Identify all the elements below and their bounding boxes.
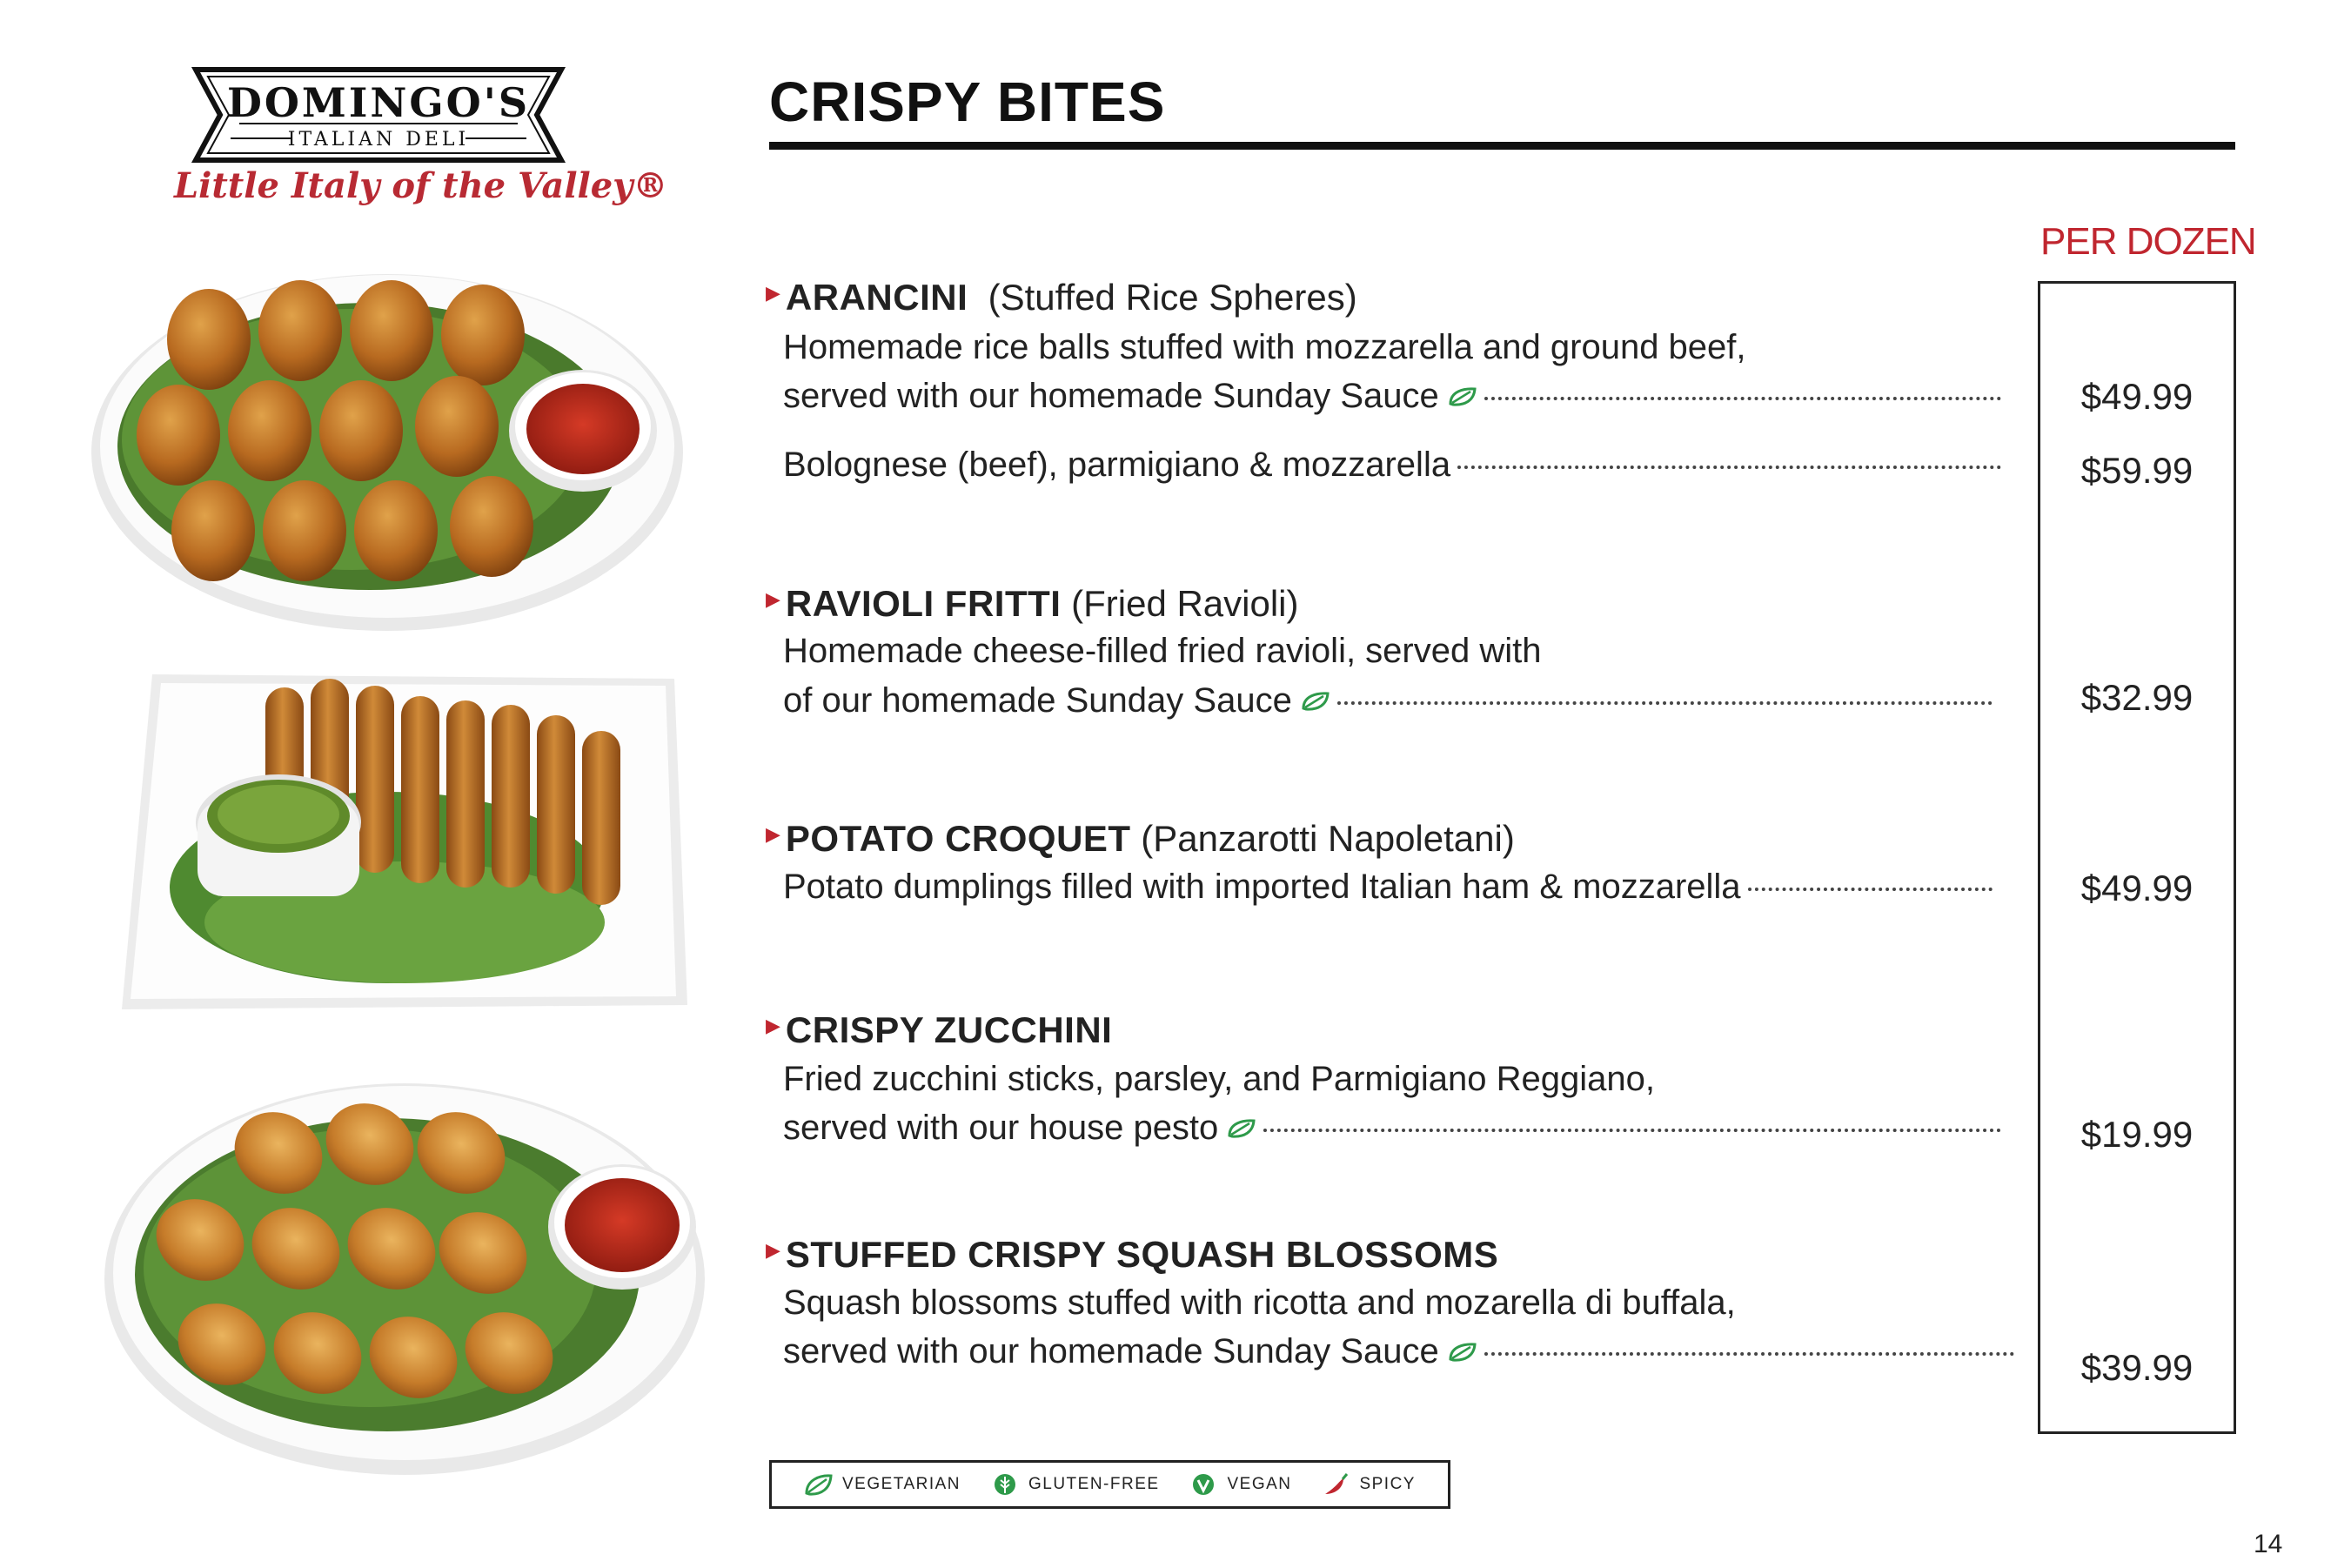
ravioli-fritti-photo [117, 661, 692, 1049]
vegetarian-leaf-icon [1448, 386, 1477, 407]
item-title-arancini: ▶ ARANCINI (Stuffed Rice Spheres) [766, 277, 1357, 318]
section-title: CRISPY BITES [769, 70, 1166, 133]
vegetarian-leaf-icon [1301, 691, 1330, 712]
price-column-header: PER DOZEN [2040, 220, 2256, 263]
item-variant-arancini: Bolognese (beef), parmigiano & mozzarella [783, 446, 2001, 485]
svg-text:DOMINGO'S: DOMINGO'S [226, 79, 531, 126]
dot-leader [1457, 466, 2001, 469]
item-title-ravioli-fritti: ▶ RAVIOLI FRITTI (Fried Ravioli) [766, 583, 1299, 624]
vegan-icon [1189, 1471, 1218, 1498]
gluten-free-wheat-icon [990, 1471, 1020, 1498]
chili-pepper-icon [1321, 1471, 1350, 1498]
item-desc-squash-2: served with our homemade Sunday Sauce [783, 1332, 2014, 1371]
dietary-legend [769, 1460, 1450, 1509]
item-desc-zucchini-2: served with our house pesto [783, 1109, 2001, 1148]
dot-leader [1263, 1129, 2001, 1132]
item-desc-arancini-1: Homemade rice balls stuffed with mozzarella and ground beef, [783, 328, 1746, 366]
item-desc-arancini-2: served with our homemade Sunday Sauce [783, 377, 2001, 416]
price-crispy-zucchini: $19.99 [2080, 1114, 2194, 1155]
domingos-logo [178, 63, 579, 167]
item-title-crispy-zucchini: ▶ CRISPY ZUCCHINI [766, 1009, 1113, 1050]
bullet-arrow-icon: ▶ [766, 1239, 780, 1261]
vegetarian-leaf-icon [1227, 1118, 1256, 1139]
price-arancini: $49.99 [2080, 376, 2194, 417]
item-desc-potato-croquet: Potato dumplings filled with imported Italian ham & mozzarella [783, 868, 1993, 907]
brand-tagline: Little Italy of the Valley® [174, 165, 668, 206]
svg-text:ITALIAN DELI: ITALIAN DELI [287, 129, 470, 151]
dot-leader [1484, 1352, 2014, 1356]
legend-vegan: VEGAN [1189, 1471, 1291, 1498]
bullet-arrow-icon: ▶ [766, 588, 780, 610]
bullet-arrow-icon: ▶ [766, 282, 780, 304]
dot-leader [1484, 397, 2001, 400]
legend-gluten-free: GLUTEN-FREE [990, 1471, 1160, 1498]
vegetarian-leaf-icon [804, 1471, 834, 1498]
price-potato-croquet: $49.99 [2080, 868, 2194, 908]
title-divider [769, 142, 2235, 150]
squash-blossoms-photo [100, 1066, 709, 1479]
item-title-potato-croquet: ▶ POTATO CROQUET (Panzarotti Napoletani) [766, 818, 1515, 859]
price-squash-blossoms: $39.99 [2080, 1347, 2194, 1388]
bullet-arrow-icon: ▶ [766, 1015, 780, 1036]
legend-spicy: SPICY [1321, 1471, 1416, 1498]
legend-vegetarian: VEGETARIAN [804, 1471, 961, 1498]
item-desc-zucchini-1: Fried zucchini sticks, parsley, and Parmigiano Reggiano, [783, 1060, 1655, 1098]
bullet-arrow-icon: ▶ [766, 823, 780, 845]
arancini-photo [83, 248, 692, 640]
dot-leader [1748, 888, 1993, 891]
item-desc-ravioli-2: of our homemade Sunday Sauce [783, 681, 1993, 720]
page-number: 14 [2254, 1530, 2283, 1558]
price-arancini-bolognese: $59.99 [2080, 450, 2194, 491]
vegetarian-leaf-icon [1448, 1342, 1477, 1363]
price-ravioli-fritti: $32.99 [2080, 677, 2194, 718]
item-title-squash-blossoms: ▶ STUFFED CRISPY SQUASH BLOSSOMS [766, 1234, 1499, 1275]
item-desc-squash-1: Squash blossoms stuffed with ricotta and mozarella di buffala, [783, 1283, 1736, 1322]
dot-leader [1337, 701, 1993, 705]
item-desc-ravioli-1: Homemade cheese-filled fried ravioli, served with [783, 632, 1542, 670]
